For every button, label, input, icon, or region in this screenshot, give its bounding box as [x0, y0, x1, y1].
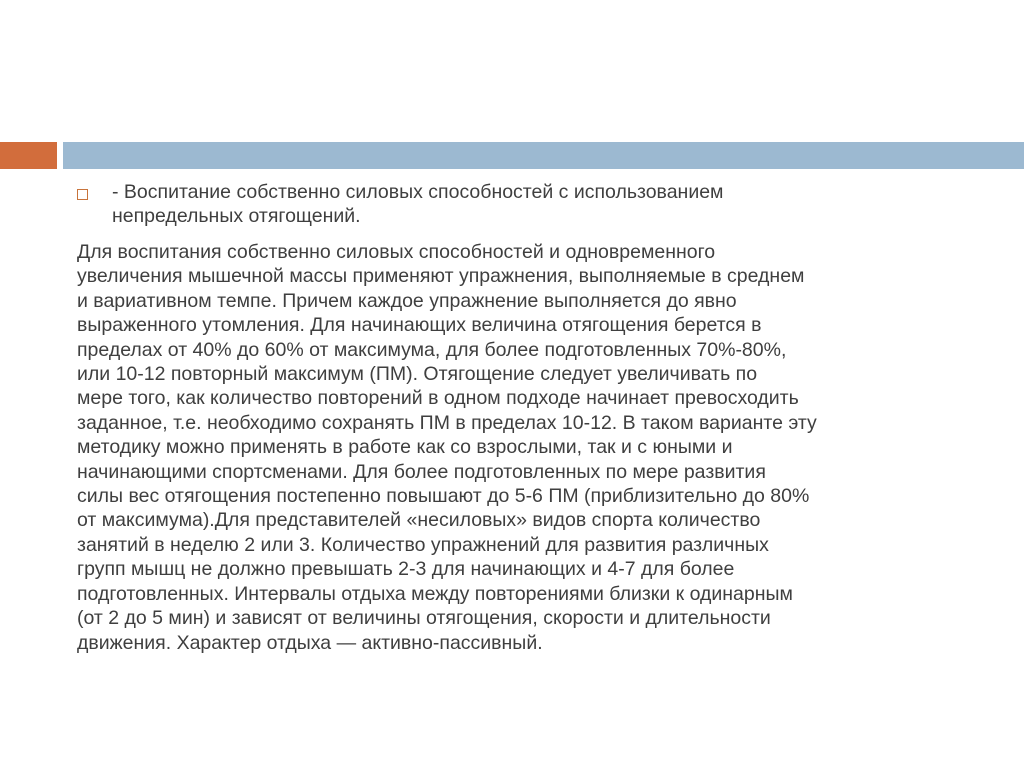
header-accent-blue-bar: [63, 142, 1024, 169]
header-accent-orange-bar: [0, 142, 57, 169]
hollow-square-bullet-icon: [77, 189, 88, 200]
bullet-heading-text: - Воспитание собственно силовых способностей с использованием непредельных отягощений.: [112, 181, 724, 227]
body-paragraph: Для воспитания собственно силовых способностей и одновременного увеличения мышечной массы применяют упражнения, выполняемые в среднем и вариативном темпе. Причем каждое упражнение выполняется до явно выраженного утомления. Для начинающих величина отягощения берется в пределах от 40% до 60% от максимума, для более подготовленных 70%-80%, или 10-12 повторный максимум (ПМ). Отягощение следует увеличивать по мере того, как количество повторений в одном подходе начинает превосходить заданное, т.е. необходимо сохранять ПМ в пределах 10-12. В таком варианте эту методику можно применять в работе как со взрослыми, так и с юными и начинающими спортсменами. Для более подготовленных по мере развития силы вес отягощения постепенно повышают до 5-6 ПМ (приблизительно до 80% от максимума).Для представителей «несиловых» видов спорта количество занятий в неделю 2 или 3. Количество упражнений для развития различных групп мышц не должно превышать 2-3 для начинающих и 4-7 для более подготовленных. Интервалы отдыха между повторениями близки к одинарным (от 2 до 5 мин) и зависят от величины отягощения, скорости и длительности движения. Характер отдыха — активно-пассивный.: [77, 241, 817, 654]
bullet-item: [77, 180, 977, 228]
